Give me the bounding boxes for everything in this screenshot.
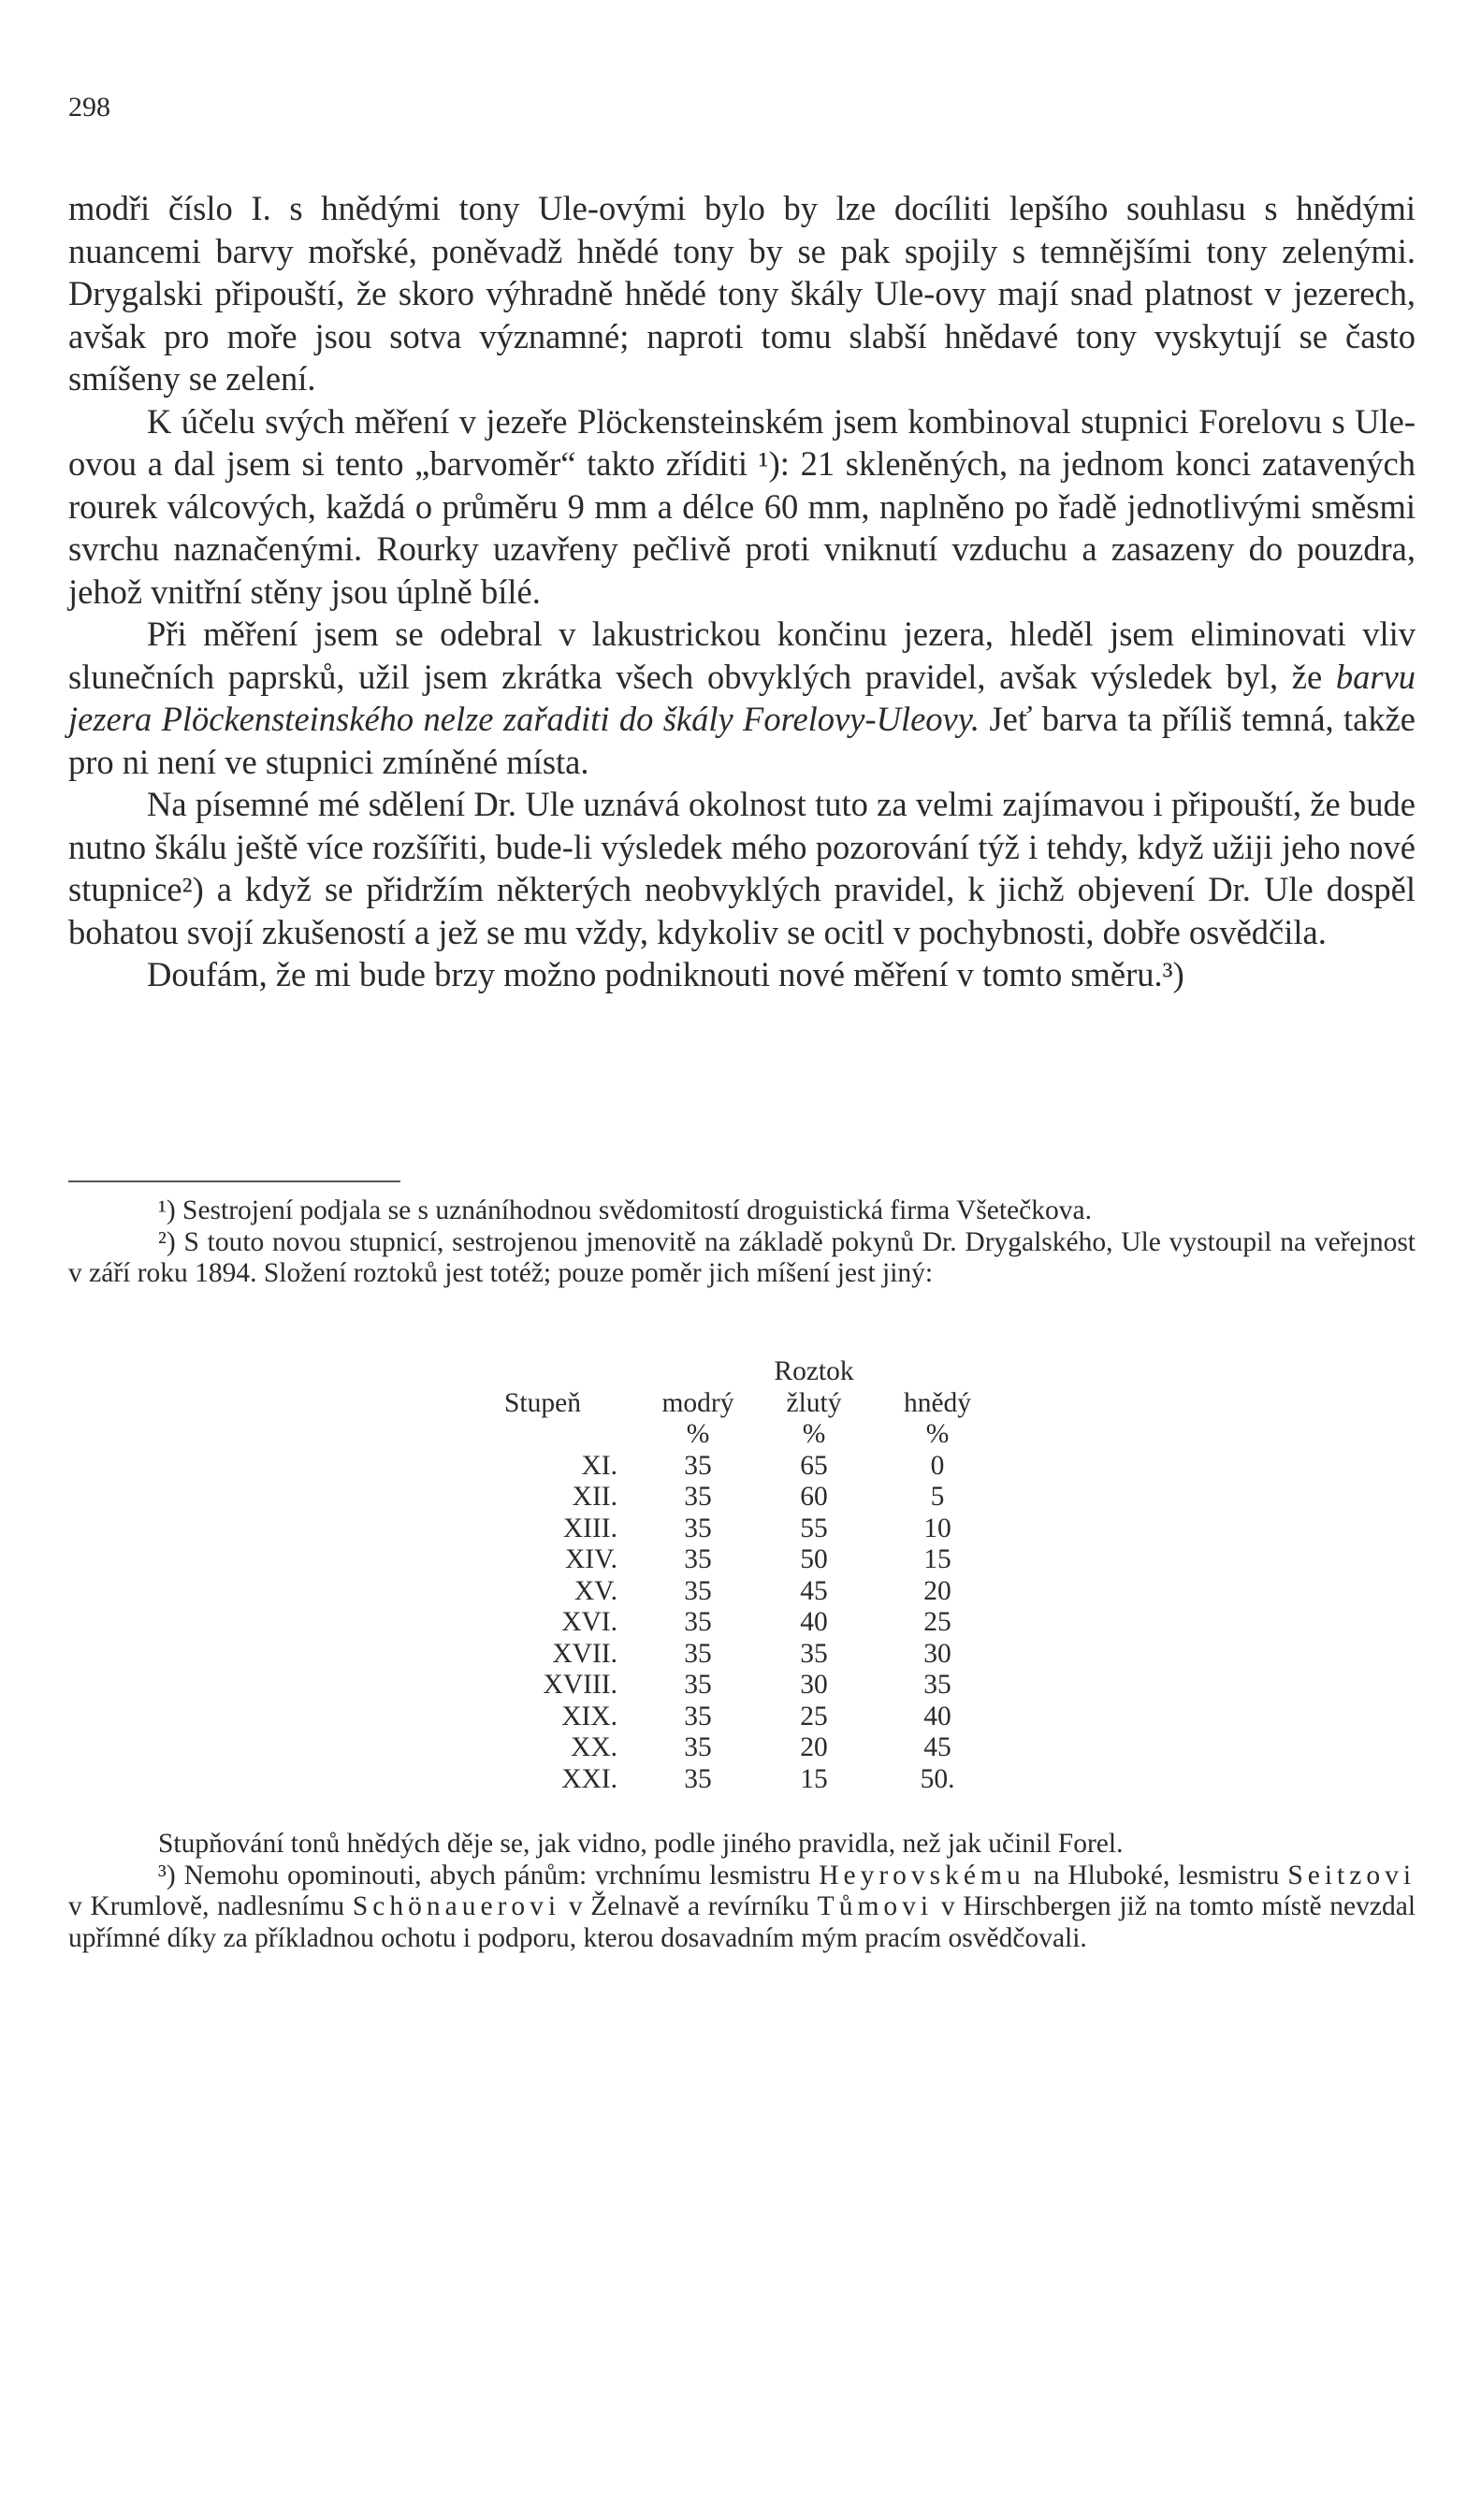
paragraph-3-end: Jeť barva ta příliš temná, takže pro ni není ve stupnici zmíněné místa. bbox=[68, 700, 1416, 781]
col-header-zluty: žlutý bbox=[786, 1387, 842, 1418]
cell-modry: 35 bbox=[684, 1544, 712, 1574]
footnotes-continued bbox=[68, 1829, 1416, 1954]
cell-modry: 35 bbox=[684, 1607, 712, 1637]
cell-zluty: 25 bbox=[800, 1701, 828, 1731]
paragraph-3-emphasis: barvu jezera Plöckensteinského nelze zařaditi do škály Forelovy-Uleovy. bbox=[68, 657, 1416, 738]
footnote-rule bbox=[68, 1180, 400, 1182]
cell-modry: 35 bbox=[684, 1701, 712, 1731]
table-units-row bbox=[468, 1419, 1003, 1451]
paragraph-4: Na písemné mé sdělení Dr. Ule uznává okolnost tuto za velmi zajímavou i připouští, že bude nutno škálu ještě více rozšířiti, bude-li výsledek mého pozorování týž i tehdy, když užiji jeho nové stupnice²) a když se přidržím některých neobvyklých pravidel, k jichž objevení Dr. Ule dospěl bohatou svojí zkušeností a jež se mu vždy, kdykoliv se ocitl v pochybnosti, dobře osvědčila. bbox=[68, 785, 1416, 951]
table-row bbox=[468, 1702, 1003, 1733]
paragraph-5: Doufám, že mi bude brzy možno podniknouti nové měření v tomto směru.³) bbox=[147, 955, 1184, 993]
table-row bbox=[468, 1639, 1003, 1671]
cell-hnedy: 35 bbox=[923, 1670, 951, 1700]
cell-hnedy: 10 bbox=[923, 1513, 951, 1543]
cell-zluty: 50 bbox=[800, 1544, 828, 1574]
cell-zluty: 55 bbox=[800, 1513, 828, 1543]
paragraph-1: modři číslo I. s hnědými tony Ule-ovými bylo by lze docíliti lepšího souhlasu s hnědými nuancemi barvy mořské, poněvadž hnědé tony by se pak spojily s temnějšími tony zelenými. Drygalski připouští, že skoro výhradně hnědé tony škály Ule-ovy mají snad platnost v jezerech, avšak pro moře jsou sotva významné; naproti tomu slabší hnědavé tony vyskytují se často smíšeny se zelení. bbox=[68, 189, 1416, 398]
cell-modry: 35 bbox=[684, 1575, 712, 1606]
table-row bbox=[468, 1732, 1003, 1764]
name-seitz: Seitzovi bbox=[1287, 1860, 1416, 1890]
footnote-3-part-d: v Želnavě a revírníku bbox=[568, 1891, 809, 1921]
cell-hnedy: 50. bbox=[920, 1763, 955, 1794]
table-row bbox=[468, 1670, 1003, 1702]
cell-hnedy: 25 bbox=[923, 1607, 951, 1637]
name-tuma: Tůmovi bbox=[817, 1891, 934, 1921]
cell-stupen: XII. bbox=[572, 1482, 617, 1512]
unit-zluty: % bbox=[802, 1419, 826, 1449]
cell-zluty: 35 bbox=[800, 1638, 828, 1669]
cell-modry: 35 bbox=[684, 1670, 712, 1700]
cell-stupen: XVII. bbox=[552, 1638, 617, 1669]
cell-stupen: XIII. bbox=[562, 1513, 617, 1543]
cell-stupen: XXI. bbox=[561, 1763, 617, 1794]
footnote-3 bbox=[68, 1861, 1416, 1955]
cell-zluty: 40 bbox=[800, 1607, 828, 1637]
cell-zluty: 15 bbox=[800, 1763, 828, 1794]
table-row bbox=[468, 1576, 1003, 1608]
table-row bbox=[468, 1451, 1003, 1483]
name-schonauer: Schönauerovi bbox=[352, 1891, 561, 1921]
cell-modry: 35 bbox=[684, 1482, 712, 1512]
footnote-3-part-a: ³) Nemohu opominouti, abych pánům: vrchnímu lesmistru bbox=[158, 1860, 811, 1890]
cell-modry: 35 bbox=[684, 1763, 712, 1794]
paragraph-3-text: Při měření jsem se odebral v lakustrickou končinu jezera, hleděl jsem eliminovati vliv slunečních paprsků, užil jsem zkrátka všech obvyklých pravidel, avšak výsledek byl, že bbox=[68, 615, 1416, 696]
page-number: 298 bbox=[68, 92, 110, 123]
cell-hnedy: 45 bbox=[923, 1732, 951, 1762]
col-header-modry: modrý bbox=[661, 1387, 734, 1418]
paragraph-2: K účelu svých měření v jezeře Plöckensteinském jsem kombinoval stupnici Forelovu s Ule-ovou a dal jsem si tento „barvoměr“ takto zříditi ¹): 21 skleněných, na jednom konci zatavených rourek válcových, každá o průměru 9 mm a délce 60 mm, naplněno po řadě jednotlivými směsmi svrchu naznačenými. Rourky uzavřeny pečlivě proti vniknutí vzduchu a zasazeny do pouzdra, jehož vnitřní stěny jsou úplně bílé. bbox=[68, 401, 1416, 611]
cell-zluty: 65 bbox=[800, 1450, 828, 1481]
cell-hnedy: 5 bbox=[930, 1482, 945, 1512]
col-header-hnedy: hnědý bbox=[903, 1387, 972, 1418]
table-group-header: Roztok bbox=[774, 1356, 854, 1386]
unit-hnedy: % bbox=[925, 1419, 950, 1449]
cell-zluty: 45 bbox=[800, 1575, 828, 1606]
cell-modry: 35 bbox=[684, 1732, 712, 1762]
cell-zluty: 60 bbox=[800, 1482, 828, 1512]
cell-modry: 35 bbox=[684, 1638, 712, 1669]
cell-stupen: XX. bbox=[571, 1732, 617, 1762]
cell-hnedy: 0 bbox=[930, 1450, 945, 1481]
footnote-2-end: Stupňování tonů hnědých děje se, jak vidno, podle jiného pravidla, než jak učinil Forel. bbox=[158, 1829, 1124, 1859]
cell-hnedy: 15 bbox=[923, 1544, 951, 1574]
unit-modry: % bbox=[686, 1419, 710, 1449]
cell-zluty: 20 bbox=[800, 1732, 828, 1762]
cell-hnedy: 20 bbox=[923, 1575, 951, 1606]
table-row bbox=[468, 1513, 1003, 1545]
footnote-3-part-e: v Hirschbergen již na tomto místě nevzdal upřímné díky za příkladnou ochotu i podporu, kterou dosavadním mým pracím osvědčovali. bbox=[68, 1891, 1416, 1953]
main-text bbox=[68, 187, 1416, 996]
col-header-stupen: Stupeň bbox=[504, 1387, 581, 1418]
cell-hnedy: 30 bbox=[923, 1638, 951, 1669]
cell-modry: 35 bbox=[684, 1450, 712, 1481]
cell-hnedy: 40 bbox=[923, 1701, 951, 1731]
table-header-row bbox=[468, 1388, 1003, 1420]
cell-zluty: 30 bbox=[800, 1670, 828, 1700]
cell-stupen: XI. bbox=[581, 1450, 617, 1481]
footnote-1: ¹) Sestrojení podjala se s uznáníhodnou svědomitostí droguistická firma Všetečkova. bbox=[158, 1195, 1092, 1225]
cell-stupen: XIX. bbox=[561, 1701, 617, 1731]
solution-table bbox=[468, 1356, 1003, 1795]
table-row bbox=[468, 1544, 1003, 1576]
cell-stupen: XVIII. bbox=[543, 1670, 617, 1700]
cell-stupen: XV. bbox=[574, 1575, 617, 1606]
cell-modry: 35 bbox=[684, 1513, 712, 1543]
cell-stupen: XVI. bbox=[561, 1607, 617, 1637]
paragraph-3 bbox=[68, 613, 1416, 783]
footnotes bbox=[68, 1195, 1416, 1290]
footnote-3-part-c: v Krumlově, nadlesnímu bbox=[68, 1891, 345, 1921]
footnote-3-part-b: na Hluboké, lesmistru bbox=[1033, 1860, 1280, 1890]
table-row bbox=[468, 1482, 1003, 1513]
name-heyrovsky: Heyrovskému bbox=[819, 1860, 1025, 1890]
table-row bbox=[468, 1764, 1003, 1796]
cell-stupen: XIV. bbox=[564, 1544, 617, 1574]
table-row bbox=[468, 1607, 1003, 1639]
footnote-2: ²) S touto novou stupnicí, sestrojenou jmenovitě na základě pokynů Dr. Drygalského, Ule vystoupil na veřejnost v září roku 1894. Složení roztoků jest totéž; pouze poměr jich míšení jest jiný: bbox=[68, 1226, 1416, 1288]
